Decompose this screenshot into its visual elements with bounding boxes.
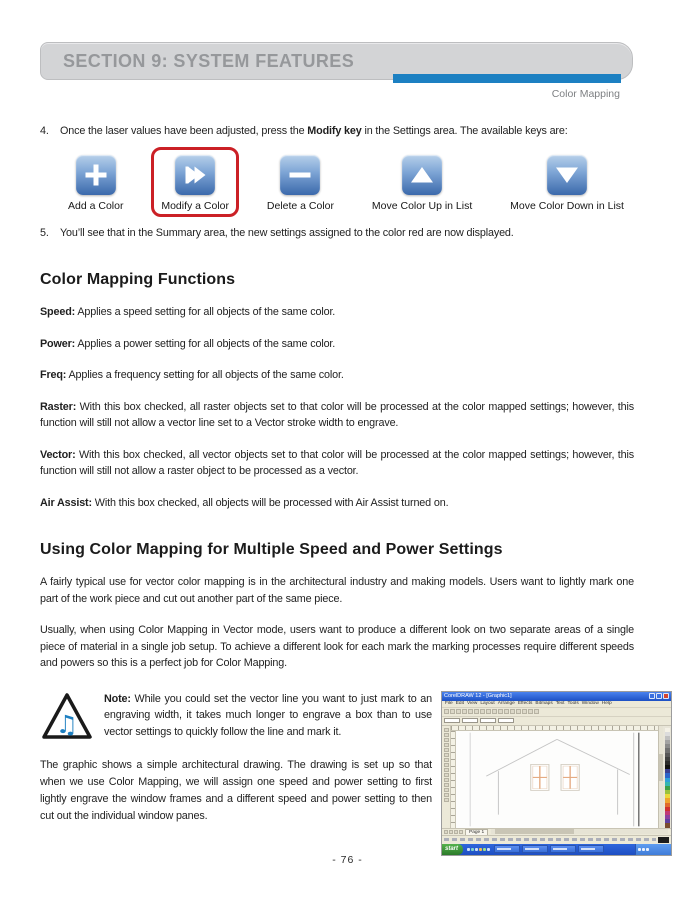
cad-menu-item: Tools (567, 701, 579, 706)
triangle-down-icon (547, 155, 587, 195)
step-4-text: Once the laser values have been adjusted, press the Modify key in the Settings area. The available keys are: (60, 125, 568, 137)
step-5-text: You’ll see that in the Summary area, the new settings assigned to the color red are now displayed. (60, 227, 514, 239)
icon-label: Move Color Up in List (371, 200, 473, 212)
start-button: start (442, 844, 463, 855)
cad-input-box (444, 718, 460, 723)
delete-color-key (267, 155, 334, 212)
add-color-key (68, 155, 123, 212)
cad-property-bar (442, 717, 671, 726)
minimize-icon (649, 693, 655, 699)
term-speed: Speed: Applies a speed setting for all objects of the same color. (40, 306, 336, 318)
cad-menu-item: Text (555, 701, 565, 706)
taskbar-task-button (494, 845, 520, 853)
red-highlight-box (151, 147, 239, 217)
cad-standard-toolbar (442, 708, 671, 717)
term-vector: Vector: With this box checked, all vector objects set to that color will be processed at the color mapped settings; however, this function will still not allow a raster object to be processed as a vector. (40, 448, 634, 477)
cad-color-palette (663, 726, 671, 828)
icon-label: Move Color Down in List (510, 200, 624, 212)
cad-menu-item: Edit (455, 701, 465, 706)
cad-horizontal-scrollbar (491, 829, 668, 834)
cad-menu-item: Window (581, 701, 599, 706)
cad-menu-item: Effects (517, 701, 533, 706)
cad-menu-item: Help (601, 701, 612, 706)
usage-heading: Using Color Mapping for Multiple Speed and Power Settings (40, 541, 503, 558)
cad-canvas (456, 731, 658, 828)
house-drawing (456, 731, 658, 828)
taskbar-task-button (578, 845, 604, 853)
cad-window-buttons (649, 693, 669, 699)
bottom-text-column (40, 691, 432, 836)
cad-vertical-scrollbar (658, 726, 663, 828)
cad-menu-item: Layout (480, 701, 495, 706)
note-text: Note: While you could set the vector line you want to just mark to an engraving width, it takes much longer to engrave a box than to use vector settings to quickly follow the line and mark it. (104, 692, 432, 738)
move-color-down-key (510, 155, 624, 212)
cad-fill-swatch (658, 837, 669, 843)
cad-menu-item: File (445, 701, 453, 706)
close-icon (663, 693, 669, 699)
page-number: - 76 - (332, 854, 363, 866)
cad-menu-item: View (467, 701, 478, 706)
icon-label: Modify a Color (161, 200, 230, 212)
usage-para-1: A fairly typical use for vector color mapping is in the architectural industry and making models. Users want to lightly mark one part of the work piece and cut out another part of the same piece. (40, 576, 634, 605)
note-block (40, 691, 432, 746)
functions-heading: Color Mapping Functions (40, 271, 236, 288)
step-5-number: 5. (40, 227, 49, 239)
icon-label: Add a Color (68, 200, 124, 212)
cad-menu-bar (442, 701, 671, 708)
plus-icon (76, 155, 116, 195)
svg-text:♫: ♫ (55, 709, 79, 739)
cad-page-tab: Page 1 (465, 829, 488, 835)
taskbar-task-button (522, 845, 548, 853)
system-tray (635, 844, 671, 855)
coreldraw-screenshot (441, 691, 672, 856)
cad-input-box (462, 718, 478, 723)
term-power: Power: Applies a power setting for all objects of the same color. (40, 337, 336, 350)
fast-forward-icon (175, 155, 215, 195)
minus-icon (280, 155, 320, 195)
taskbar-task-button (550, 845, 576, 853)
cad-input-box (498, 718, 514, 723)
step-4 (40, 123, 634, 139)
cad-menu-item: Bitmaps (535, 701, 553, 706)
page-subtitle: Color Mapping (551, 88, 620, 100)
step-4-number: 4. (40, 125, 49, 137)
quick-launch-icons (465, 848, 492, 851)
cad-page-nav-arrows (444, 830, 463, 834)
move-color-up-key (372, 155, 472, 212)
cad-status-bar (442, 835, 671, 844)
color-key-icon-row (68, 155, 624, 212)
graphic-paragraph: The graphic shows a simple architectural drawing. The drawing is set up so that when we use Color Mapping, we will assign one speed and power setting to first lightly engrave the window frames and a different speed and power setting to then cut out the individual window panes. (40, 758, 432, 822)
term-air-assist: Air Assist: With this box checked, all objects will be processed with Air Assist turned on. (40, 496, 449, 509)
music-note-triangle-icon (40, 691, 94, 746)
cad-page-navigator (442, 828, 671, 835)
maximize-icon (656, 693, 662, 699)
icon-label: Delete a Color (266, 200, 335, 212)
cad-menu-item: Arrange (497, 701, 515, 706)
usage-para-2: Usually, when using Color Mapping in Vector mode, users want to produce a different look on two separate areas of a single piece of material in a single job setup. To achieve a different look for each mark the marking processes require different speeds and powers so this is a perfect job for Color Mapping. (40, 624, 634, 669)
step-5 (40, 225, 634, 241)
term-raster: Raster: With this box checked, all raster objects set to that color will be processed at the color mapped settings; however, this function will still not allow a vector line set to a Vector stroke width to engrave. (40, 400, 634, 429)
term-freq: Freq: Applies a frequency setting for all objects of the same color. (40, 369, 344, 381)
cad-status-text (444, 838, 656, 841)
section-title: SECTION 9: SYSTEM FEATURES (63, 50, 355, 71)
cad-title-bar (442, 692, 671, 701)
triangle-up-icon (402, 155, 442, 195)
cad-toolbox (442, 726, 451, 828)
windows-taskbar (442, 844, 671, 855)
modify-color-key (161, 155, 229, 212)
cad-window-title: CorelDRAW 12 - [Graphic1] (444, 693, 512, 699)
cad-input-box (480, 718, 496, 723)
header-accent-bar (393, 74, 621, 83)
